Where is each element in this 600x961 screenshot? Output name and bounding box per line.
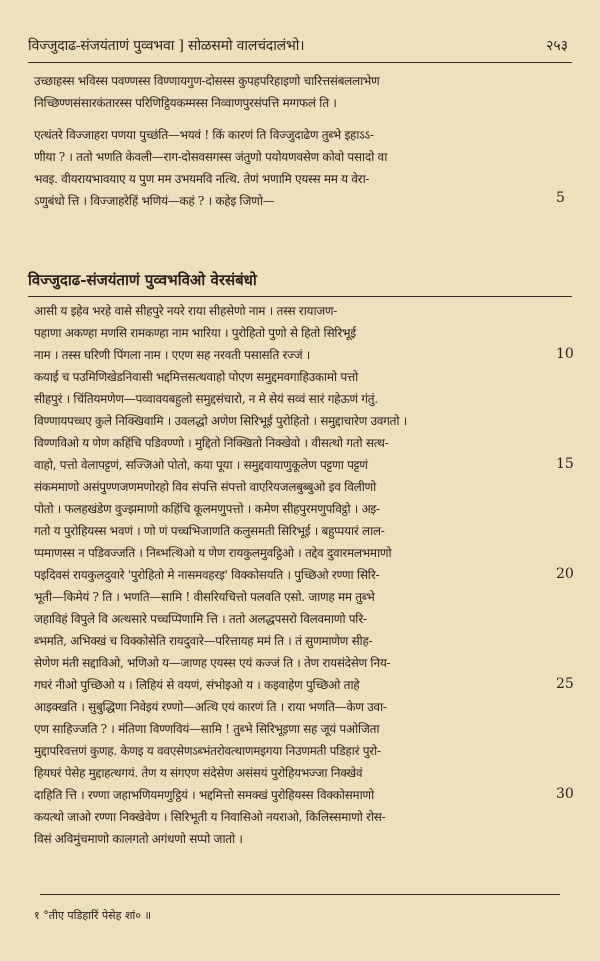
section-rule <box>28 296 572 297</box>
running-header <box>28 32 568 60</box>
header-title: विज्जुदाढ-संजयंताणं पुव्वभवा ] सोळसमो वालचंदालंभो। <box>28 38 305 54</box>
footnote-rule <box>40 894 560 895</box>
header-rule <box>28 62 572 63</box>
paragraph-2 <box>34 124 556 212</box>
text-line: कयत्थो जाओ रण्णा निक्खेवेण । सिरिभूती य निवासिओ नयराओ, किलिस्समाणो रोस- <box>34 810 386 824</box>
line-number: 20 <box>556 566 574 582</box>
text-line: जहाविहं विपुले वि अत्थसारे पच्चप्पिणामि त्ति । ततो अलद्धपसरो विलवमाणो परि- <box>34 612 367 626</box>
text-line: वाहो, पत्तो वेलापट्टणं, सज्जिओ पोतो, कया पूया । समुद्दवायाणुकूलेण पट्टणा पट्टणं <box>34 458 368 472</box>
text-line: णीया ? । ततो भणति केवली—राग-दोसवसगस्स जंतुणो पयोयणवसेण कोवो पसादो वा <box>34 150 388 164</box>
text-line: पइदिवसं रायकुलदुवारे 'पुरोहितो मे नासमवहरइ' विक्कोसयति । पुच्छिओ रण्णा सिरि- <box>34 568 380 582</box>
footnote: १ °तीए पडिहारिं पेसेह शां० ॥ <box>34 909 152 922</box>
paragraph-3 <box>34 300 556 850</box>
line-number: 15 <box>556 456 574 472</box>
page-number: २५३ <box>546 38 568 54</box>
paragraph-1 <box>34 70 556 114</box>
text-line: संकममाणो असंपुण्णजणमणोरहो विव संपत्ति संपत्तो वाएरियजलबुब्बुओ इव विलीणो <box>34 480 376 494</box>
text-line: निच्छिण्णसंसारकंतारस्स परिणिट्ठियकम्मस्स निव्वाणपुरसंपत्ति मग्गफलं ति । <box>34 96 337 110</box>
text-line: आइक्खति । सुबुद्धिणा निवेइयं रण्णो—अत्थि एयं कारणं ति । राया भणति—केण उवा- <box>34 700 387 714</box>
text-line: सीहपुरं । चिंतियमणेण—पव्वावयबहुलो समुद्दसंचारो, न मे सेयं सव्वं सारं गहेऊणं गंतुं. <box>34 392 378 406</box>
text-line: एण साहिज्जति ? । मंतिणा विण्णवियं—सामि ! तुब्भे सिरिभूइणा सह जूयं पओजिता <box>34 722 380 736</box>
text-line: गतो य पुरोहियस्स भवणं । णो णं पच्चभिजाणति कलुसमती सिरिभूई । बहुप्पयारं लाल- <box>34 524 385 538</box>
line-number: 5 <box>556 190 565 206</box>
text-line: सेणेण मंती सद्दाविओ, भणिओ य—जाणह एयस्स एयं कज्जं ति । तेण रायसंदेसेण निय- <box>34 656 391 670</box>
line-number: 25 <box>556 676 574 692</box>
text-line: ब्भमति, अभिक्खं च विक्कोसेति रायदुवारे—परित्तायह ममं ति । तं सुणमाणेण सीह- <box>34 634 373 648</box>
text-line: एत्थंतरे विज्जाहरा पणया पुच्छंति—भयवं ! किं कारणं ति विज्जुदाढेण तुब्भे इहाऽऽ- <box>34 128 374 142</box>
text-line: पहाणा अकण्हा मणसि रामकण्हा नाम भारिया । पुरोहितो पुणो से हितो सिरिभूई <box>34 326 356 340</box>
text-line: प्पमाणस्स न पडिवज्जति । निब्भत्थिओ य णेण रायकुलमुवट्ठिओ । तद्देव दुवारमलभमाणो <box>34 546 392 560</box>
text-line: भूती—किमेयं ? ति । भणति—सामि ! वीसरियचित्तो पलवति एसो. जाणह मम तुब्भे <box>34 590 375 604</box>
text-line: मुद्दापरिवत्तणं कुणह. केणइ य ववएसेणऽब्भंतरोवत्थाणमइगया निउणमती पडिहारं पुरो- <box>34 744 381 758</box>
line-number: 30 <box>556 786 574 802</box>
text-line: ऽणुबंधो त्ति । विज्जाहरेहिं भणियं—कहं ? । कहेइ जिणो— <box>34 194 275 208</box>
text-line: विण्णायपच्चए कुले निक्खिवामि । उवलद्धो अणेण सिरिभूई पुरोहितो । समुद्दाचारेण उवगतो । <box>34 414 407 428</box>
text-line: गघरं नीओ पुच्छिओ य । लिहियं से वयणं, संभोइओ य । कइवाहेण पुच्छिओ ताहे <box>34 678 360 692</box>
section-title: विज्जुदाढ-संजयंताणं पुव्वभविओ वेरसंबंधो <box>28 271 257 289</box>
text-line: विसं अविमुंचमाणो कालगतो अगंधणो सप्पो जातो । <box>34 832 243 846</box>
text-line: विण्णविओ य णेण कहिंचि पडिवण्णो । मुद्दितो निक्खितो निक्खेवो । वीसत्थो गतो सत्थ- <box>34 436 389 450</box>
text-line: नाम । तस्स घरिणी पिंगला नाम । एएण सह नरवती पसासति रज्जं । <box>34 348 311 362</box>
text-line: हियघरं पेसेह मुद्दाहत्थगयं. तेण य संगएण संदेसेण असंसयं पुरोहियभज्जा निक्खेवं <box>34 766 363 780</box>
text-line: आसी य इहेव भरहे वासे सीहपुरे नयरे राया सीहसेणो नाम । तस्स रायाजण- <box>34 304 338 318</box>
text-line: कयाई च पउमिणिखेडनिवासी भद्दमित्तसत्थवाहो पोएण समुद्दमवगाहिउकामो पत्तो <box>34 370 358 384</box>
text-line: भवइ. वीयरायभावयाए य पुण मम उभयमवि नत्थि. तेणं भणामि एयस्स मम य वेरा- <box>34 172 370 186</box>
text-line: दाहिति त्ति । रण्णा जहाभणियमणुट्ठियं । भद्दमित्तो समक्खं पुरोहियस्स विक्कोसमाणो <box>34 788 374 802</box>
line-number: 10 <box>556 346 574 362</box>
text-line: पोतो । फलहखंडेण वुज्झमाणो कहिंचि कूलमणुपत्तो । कमेण सीहपुरमणुपविट्ठो । अइ- <box>34 502 380 516</box>
text-line: उच्छाहस्स भविस्स पवण्णस्स विण्णायगुण-दोसस्स कुपहपरिहाइणो चारित्तसंबललाभेण <box>34 74 380 88</box>
